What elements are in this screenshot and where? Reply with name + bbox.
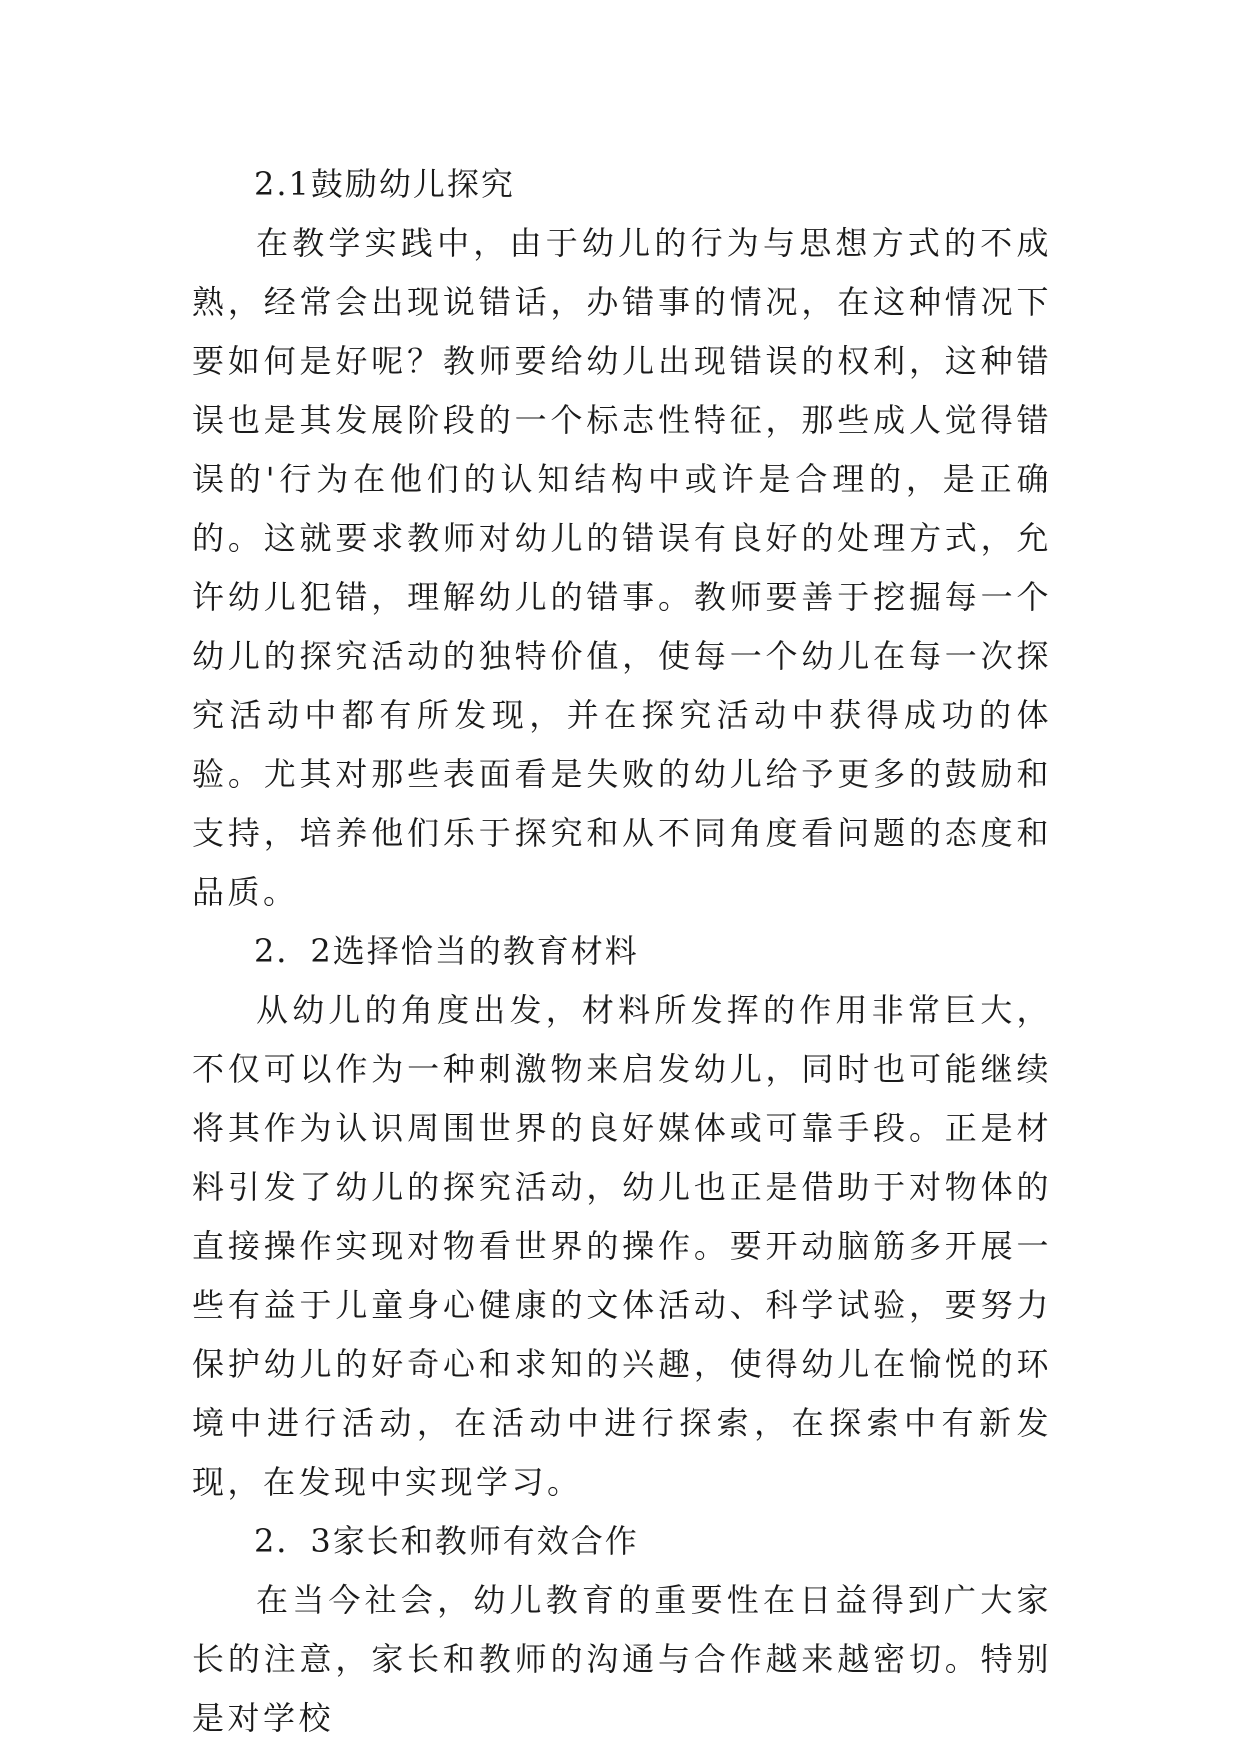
section-heading-2-3: 2．3家长和教师有效合作 [254, 1522, 639, 1560]
section-heading-2-1: 2.1鼓励幼儿探究 [254, 165, 515, 203]
section-paragraph-2-3: 在当今社会，幼儿教育的重要性在日益得到广大家长的注意，家长和教师的沟通与合作越来越密切。特别是对学校 [192, 1581, 1052, 1737]
section-paragraph-2-1: 在教学实践中，由于幼儿的行为与思想方式的不成熟，经常会出现说错话，办错事的情况，在这种情况下要如何是好呢？教师要给幼儿出现错误的权利，这种错误也是其发展阶段的一个标志性特征，那些成人觉得错误的'行为在他们的认知结构中或许是合理的，是正确的。这就要求教师对幼儿的错误有良好的处理方式，允许幼儿犯错，理解幼儿的错事。教师要善于挖掘每一个幼儿的探究活动的独特价值，使每一个幼儿在每一次探究活动中都有所发现，并在探究活动中获得成功的体验。尤其对那些表面看是失败的幼儿给予更多的鼓励和支持，培养他们乐于探究和从不同角度看问题的态度和品质。 [192, 224, 1052, 911]
section-paragraph-2-2: 从幼儿的角度出发，材料所发挥的作用非常巨大，不仅可以作为一种刺激物来启发幼儿，同时也可能继续将其作为认识周围世界的良好媒体或可靠手段。正是材料引发了幼儿的探究活动，幼儿也正是借助于对物体的直接操作实现对物看世界的操作。要开动脑筋多开展一些有益于儿童身心健康的文体活动、科学试验，要努力保护幼儿的好奇心和求知的兴趣，使得幼儿在愉悦的环境中进行活动，在活动中进行探索，在探索中有新发现，在发现中实现学习。 [192, 991, 1052, 1501]
section-heading-2-2: 2．2选择恰当的教育材料 [254, 932, 639, 970]
document-body [192, 155, 1052, 1748]
